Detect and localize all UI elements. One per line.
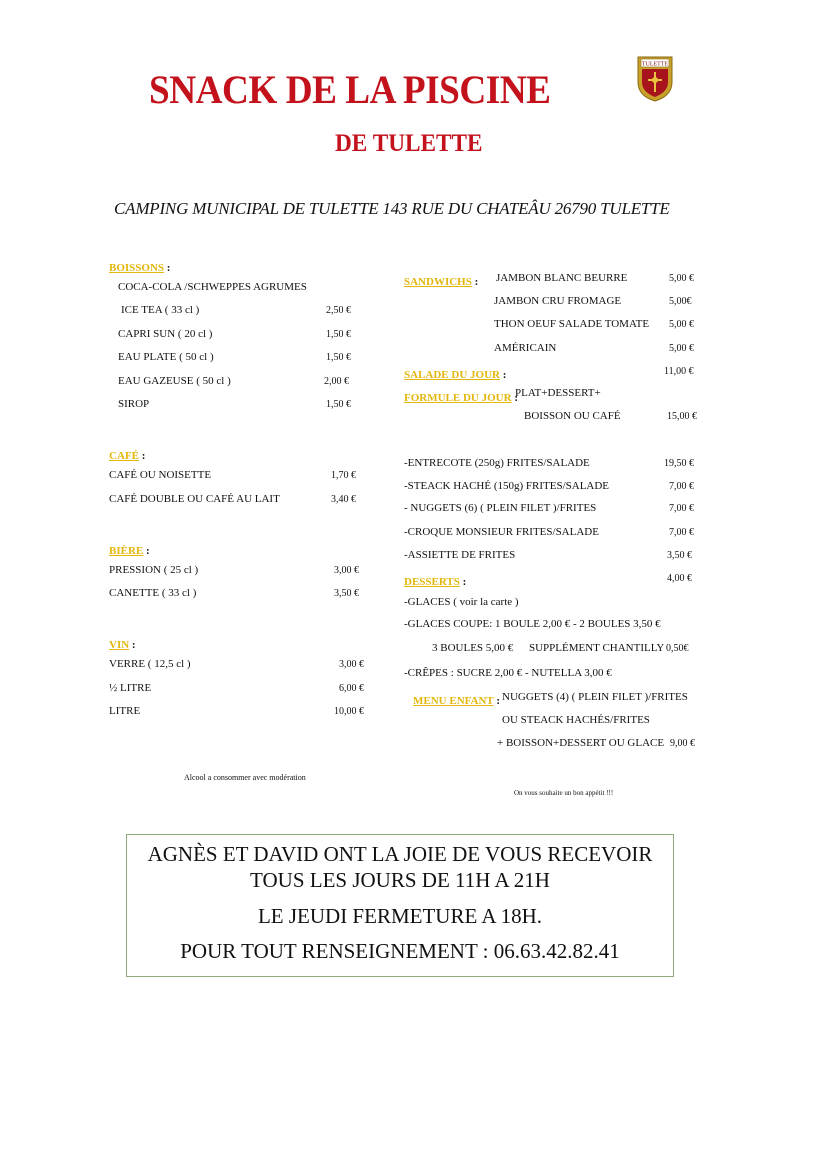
menu-price: 1,50 € — [326, 399, 351, 410]
menu-price: 1,50 € — [326, 352, 351, 363]
menu-price: 5,00 € — [669, 343, 694, 354]
info-line: AGNÈS ET DAVID ONT LA JOIE DE VOUS RECEVOIR — [147, 842, 653, 866]
section-biere: BIÈRE : — [109, 545, 150, 557]
menu-item: LITRE — [109, 705, 141, 717]
menu-item: CAPRI SUN ( 20 cl ) — [118, 328, 213, 340]
menu-item: - NUGGETS (6) ( PLEIN FILET )/FRITES — [404, 502, 597, 514]
section-cafe: CAFÉ : — [109, 450, 146, 462]
section-title-formule: FORMULE DU JOUR — [404, 392, 512, 404]
menu-item: AMÉRICAIN — [494, 342, 557, 354]
menu-item: -CRÊPES : SUCRE 2,00 € - NUTELLA 3,00 € — [404, 667, 612, 679]
menu-price: 2,50 € — [326, 305, 351, 316]
section-formule: FORMULE DU JOUR : — [404, 392, 518, 404]
section-title-salade: SALADE DU JOUR — [404, 369, 500, 381]
menu-price: 7,00 € — [669, 503, 694, 514]
section-boissons: BOISSONS : — [109, 262, 171, 274]
menu-item: SIROP — [118, 398, 150, 410]
menu-item: JAMBON CRU FROMAGE — [494, 295, 622, 307]
menu-price: 19,50 € — [664, 458, 694, 469]
menu-price: 4,00 € — [667, 573, 692, 584]
menu-item: PRESSION ( 25 cl ) — [109, 564, 199, 576]
menu-price: 7,00 € — [669, 527, 694, 538]
menu-price: 15,00 € — [667, 411, 697, 422]
menu-item: PLAT+DESSERT+ — [515, 387, 601, 399]
menu-price: 3,00 € — [334, 565, 359, 576]
menu-item: 3 BOULES 5,00 € — [432, 642, 514, 654]
section-title-boissons: BOISSONS — [109, 262, 165, 274]
menu-item: BOISSON OU CAFÉ — [524, 410, 621, 422]
section-title-sandwichs: SANDWICHS — [404, 276, 472, 288]
menu-price: 11,00 € — [664, 366, 694, 377]
menu-item: SUPPLÉMENT CHANTILLY — [529, 642, 665, 654]
tulette-crest-logo — [636, 54, 674, 102]
menu-price: 1,50 € — [326, 329, 351, 340]
section-title-desserts: DESSERTS — [404, 576, 460, 588]
menu-item: CANETTE ( 33 cl ) — [109, 587, 197, 599]
menu-item: ICE TEA ( 33 cl ) — [121, 304, 200, 316]
menu-item: CAFÉ DOUBLE OU CAFÉ AU LAIT — [109, 493, 280, 505]
menu-price: 3,40 € — [331, 494, 356, 505]
menu-item: -ENTRECOTE (250g) FRITES/SALADE — [404, 457, 590, 469]
menu-item: + BOISSON+DESSERT OU GLACE — [497, 737, 665, 749]
menu-item: -CROQUE MONSIEUR FRITES/SALADE — [404, 526, 599, 538]
menu-price: 2,00 € — [324, 376, 349, 387]
section-desserts: DESSERTS : — [404, 576, 467, 588]
info-line: TOUS LES JOURS DE 11H A 21H — [250, 868, 550, 892]
page-title: SNACK DE LA PISCINE — [149, 67, 551, 112]
menu-item: ½ LITRE — [109, 682, 152, 694]
menu-price: 7,00 € — [669, 481, 694, 492]
menu-item: NUGGETS (4) ( PLEIN FILET )/FRITES — [502, 691, 688, 703]
menu-item: EAU GAZEUSE ( 50 cl ) — [118, 375, 231, 387]
menu-item: CAFÉ OU NOISETTE — [109, 469, 212, 481]
opening-hours-box — [126, 834, 674, 977]
section-title-vin: VIN — [109, 639, 130, 651]
section-salade: SALADE DU JOUR : — [404, 369, 507, 381]
section-sandwichs: SANDWICHS : — [404, 276, 479, 288]
menu-price: 1,70 € — [331, 470, 356, 481]
menu-price: 6,00 € — [339, 683, 364, 694]
menu-item: -STEACK HACHÉ (150g) FRITES/SALADE — [404, 480, 610, 492]
menu-item: -GLACES COUPE: 1 BOULE 2,00 € - 2 BOULES 3,50 € — [404, 618, 661, 630]
menu-item: COCA-COLA /SCHWEPPES AGRUMES — [118, 281, 307, 293]
menu-price: 3,50 € — [667, 550, 692, 561]
bon-appetit-note: On vous souhaite un bon appétit !!! — [514, 789, 614, 797]
menu-item: -GLACES ( voir la carte ) — [404, 596, 519, 608]
page-subtitle: DE TULETTE — [335, 130, 483, 157]
menu-price: 9,00 € — [670, 738, 695, 749]
menu-price: 5,00€ — [669, 296, 692, 307]
phone-line: POUR TOUT RENSEIGNEMENT : 06.63.42.82.41 — [180, 939, 620, 963]
address: CAMPING MUNICIPAL DE TULETTE 143 RUE DU CHATEÂU 26790 TULETTE — [114, 199, 670, 218]
menu-item: JAMBON BLANC BEURRE — [496, 272, 628, 284]
menu-item: -ASSIETTE DE FRITES — [404, 549, 516, 561]
menu-price: 5,00 € — [669, 273, 694, 284]
menu-price: 10,00 € — [334, 706, 364, 717]
menu-item: VERRE ( 12,5 cl ) — [109, 658, 191, 670]
menu-price: 3,50 € — [334, 588, 359, 599]
menu-price: 0,50€ — [666, 643, 689, 654]
section-menu-enfant: MENU ENFANT : — [413, 695, 500, 707]
section-title-cafe: CAFÉ — [109, 450, 139, 462]
menu-item: EAU PLATE ( 50 cl ) — [118, 351, 214, 363]
section-vin: VIN : — [109, 639, 136, 651]
menu-price: 3,00 € — [339, 659, 364, 670]
menu-item: OU STEACK HACHÉS/FRITES — [502, 714, 650, 726]
info-line: LE JEUDI FERMETURE A 18H. — [257, 904, 543, 928]
crest-label: TULETTE — [641, 61, 669, 68]
section-title-menu-enfant: MENU ENFANT — [413, 695, 494, 707]
alcohol-note: Alcool a consommer avec modération — [184, 773, 306, 782]
menu-item: THON OEUF SALADE TOMATE — [494, 318, 650, 330]
section-title-biere: BIÈRE — [109, 545, 144, 557]
menu-price: 5,00 € — [669, 319, 694, 330]
